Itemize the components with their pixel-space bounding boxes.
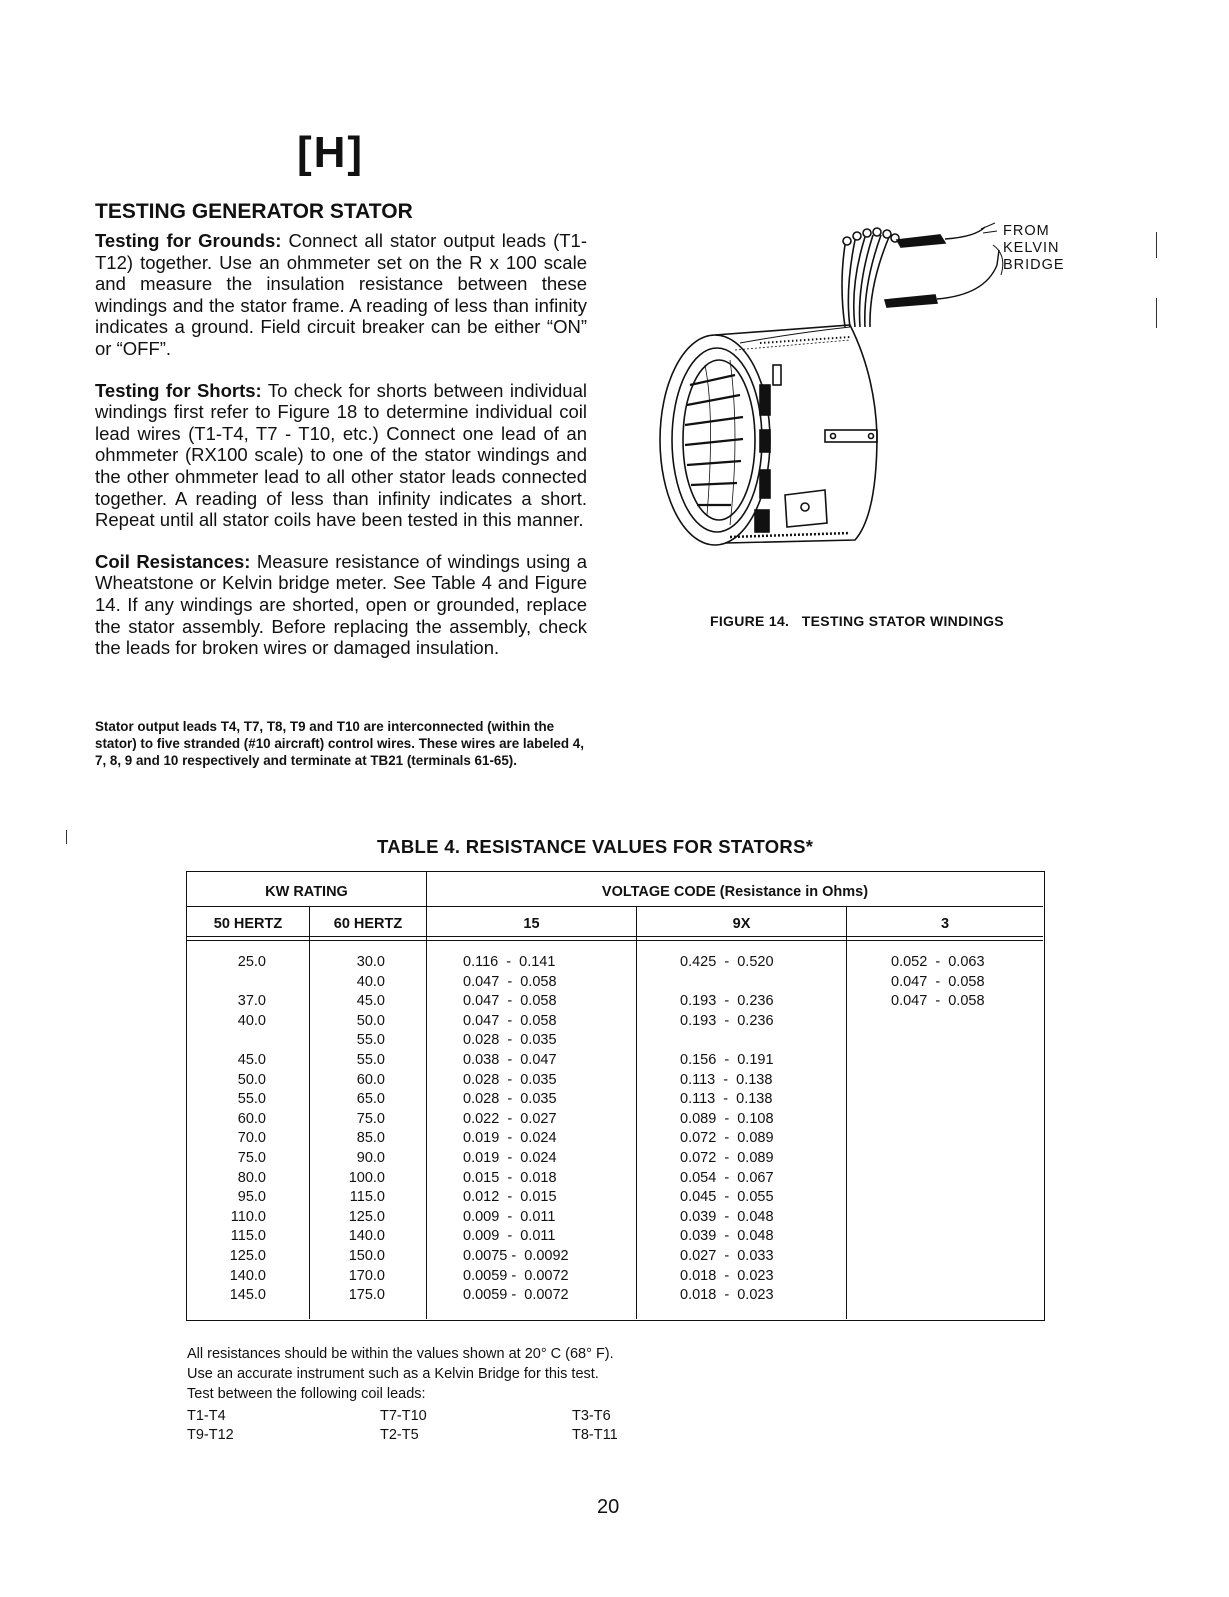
cell-code-15: 0.047 - 0.058 <box>463 973 557 990</box>
cell-code-15: 0.015 - 0.018 <box>463 1169 557 1186</box>
cell-60-hertz: 75.0 <box>356 1110 385 1127</box>
table-divider <box>187 936 1043 937</box>
paragraph-grounds <box>95 230 587 360</box>
header-50-hertz: 50 HERTZ <box>213 916 283 932</box>
cell-code-15: 0.0075 - 0.0092 <box>463 1247 569 1264</box>
cell-50-hertz: 75.0 <box>237 1149 266 1166</box>
cell-50-hertz: 37.0 <box>237 993 266 1010</box>
coil-lead-pair: T2-T5 <box>380 1427 419 1443</box>
cell-code-15: 0.047 - 0.058 <box>463 1012 557 1029</box>
cell-50-hertz: 80.0 <box>237 1169 266 1186</box>
cell-60-hertz: 140.0 <box>348 1228 385 1245</box>
cell-60-hertz: 175.0 <box>348 1287 385 1304</box>
coil-lead-pairs <box>187 1407 687 1445</box>
table-divider <box>187 940 1043 941</box>
cell-50-hertz: 125.0 <box>229 1247 266 1264</box>
cell-code-15: 0.028 - 0.035 <box>463 1091 557 1108</box>
header-code-15: 15 <box>523 916 540 932</box>
header-code-9x: 9X <box>732 916 751 932</box>
header-voltage-code: VOLTAGE CODE (Resistance in Ohms) <box>601 884 869 900</box>
cell-50-hertz: 140.0 <box>229 1267 266 1284</box>
paragraph-text: To check for shorts between individual windings first refer to Figure 18 to determine individual coil lead wires (T1-T4, T7 - T10, etc.) Connect one lead of an ohmmeter (RX100 scale) to one of the stator windings and the other ohmmeter lead to all other stator leads connected together. A reading of less than infinity indicates a short. Repeat until all stator coils have been tested in this manner. <box>95 379 587 531</box>
coil-lead-pair: T7-T10 <box>380 1408 427 1424</box>
stator-leads-note: Stator output leads T4, T7, T8, T9 and T10 are interconnected (within the stator) to five stranded (#10 aircraft) control wires. These wires are labeled 4, 7, 8, 9 and 10 respectively and terminate at TB21 (terminals 61-65). <box>95 719 584 768</box>
table-divider <box>636 906 637 1319</box>
cell-60-hertz: 100.0 <box>348 1169 385 1186</box>
table-footnotes <box>187 1344 747 1404</box>
column-code-3 <box>891 953 985 1012</box>
cell-code-9x: 0.018 - 0.023 <box>680 1267 774 1284</box>
cell-50-hertz: 55.0 <box>237 1091 266 1108</box>
cell-60-hertz: 55.0 <box>356 1051 385 1068</box>
cell-60-hertz: 40.0 <box>356 973 385 990</box>
coil-lead-pair: T9-T12 <box>187 1427 234 1443</box>
cell-code-9x: 0.045 - 0.055 <box>680 1189 774 1206</box>
footnote-line: Test between the following coil leads: <box>187 1386 426 1402</box>
cell-code-9x: 0.039 - 0.048 <box>680 1228 774 1245</box>
cell-50-hertz: 110.0 <box>230 1208 266 1225</box>
cell-code-15: 0.028 - 0.035 <box>463 1071 557 1088</box>
section-mark: [H] <box>297 128 365 177</box>
column-code-15 <box>463 953 569 1306</box>
table-divider <box>187 906 1043 907</box>
margin-mark <box>66 830 67 844</box>
cell-50-hertz: 115.0 <box>230 1228 266 1245</box>
cell-60-hertz: 45.0 <box>356 993 385 1010</box>
column-50-hertz <box>187 953 266 1306</box>
instructions-column <box>95 230 587 679</box>
cell-60-hertz: 115.0 <box>349 1189 385 1206</box>
cell-code-9x: 0.156 - 0.191 <box>680 1051 774 1068</box>
coil-lead-row <box>187 1426 687 1445</box>
cell-code-15: 0.022 - 0.027 <box>463 1110 557 1127</box>
cell-60-hertz: 55.0 <box>356 1032 385 1049</box>
cell-50-hertz <box>187 1031 266 1051</box>
cell-code-15: 0.116 - 0.141 <box>463 954 556 970</box>
header-kw-rating: KW RATING <box>265 884 348 900</box>
footnote-line: Use an accurate instrument such as a Kelvin Bridge for this test. <box>187 1366 599 1382</box>
cell-60-hertz: 85.0 <box>356 1130 385 1147</box>
coil-lead-row <box>187 1407 687 1426</box>
margin-mark <box>1156 298 1157 328</box>
cell-60-hertz: 125.0 <box>348 1208 385 1225</box>
figure-label-line: KELVIN <box>1003 240 1060 256</box>
cell-50-hertz <box>187 973 266 993</box>
page-heading: TESTING GENERATOR STATOR <box>95 200 413 223</box>
figure-label <box>1003 223 1065 274</box>
cell-code-9x: 0.054 - 0.067 <box>680 1169 774 1186</box>
cell-code-15: 0.009 - 0.011 <box>463 1228 556 1245</box>
cell-code-9x: 0.018 - 0.023 <box>680 1287 774 1304</box>
margin-mark <box>1156 232 1157 258</box>
cell-code-9x: 0.089 - 0.108 <box>680 1110 774 1127</box>
cell-code-15: 0.0059 - 0.0072 <box>463 1287 569 1304</box>
paragraph-shorts <box>95 380 587 531</box>
coil-lead-pair: T3-T6 <box>572 1408 611 1424</box>
cell-code-3: 0.047 - 0.058 <box>891 973 985 990</box>
cell-code-15: 0.012 - 0.015 <box>463 1189 557 1206</box>
page-number: 20 <box>597 1496 620 1518</box>
cell-code-9x: 0.425 - 0.520 <box>680 954 774 970</box>
paragraph-text: Measure resistance of windings using a Wheatstone or Kelvin bridge meter. See Table 4 and Figure 14. If any windings are shorted, open or grounded, replace the stator assembly. Before replacing the assembly, check the leads for broken wires or damaged insulation. <box>95 550 587 659</box>
cell-code-9x: 0.027 - 0.033 <box>680 1247 774 1264</box>
column-code-9x <box>680 953 774 1306</box>
cell-60-hertz: 30.0 <box>356 954 385 970</box>
cell-code-15: 0.038 - 0.047 <box>463 1051 557 1068</box>
figure-caption: FIGURE 14. TESTING STATOR WINDINGS <box>710 613 1004 629</box>
cell-50-hertz: 60.0 <box>237 1110 266 1127</box>
cell-50-hertz: 40.0 <box>237 1012 266 1029</box>
cell-code-9x: 0.113 - 0.138 <box>680 1091 773 1108</box>
cell-50-hertz: 95.0 <box>237 1189 266 1206</box>
paragraph-label: Coil Resistances: <box>95 550 251 572</box>
cell-50-hertz: 50.0 <box>237 1071 266 1088</box>
cell-60-hertz: 170.0 <box>348 1267 385 1284</box>
table-title: TABLE 4. RESISTANCE VALUES FOR STATORS* <box>377 836 814 857</box>
cell-60-hertz: 150.0 <box>348 1247 385 1264</box>
paragraph-text: Connect all stator output leads (T1-T12) together. Use an ohmmeter set on the R x 100 scale and measure the insulation resistance between these windings and the stator frame. A reading of less than infinity indicates a ground. Field circuit breaker can be either “ON” or “OFF”. <box>95 230 587 359</box>
cell-code-15: 0.009 - 0.011 <box>463 1208 556 1225</box>
cell-code-3: 0.052 - 0.063 <box>891 954 985 970</box>
cell-code-9x: 0.193 - 0.236 <box>680 993 774 1010</box>
cell-code-3: 0.047 - 0.058 <box>891 993 985 1010</box>
cell-50-hertz: 45.0 <box>237 1051 266 1068</box>
coil-lead-pair: T8-T11 <box>572 1427 618 1443</box>
figure-label-line: FROM <box>1003 223 1050 239</box>
cell-50-hertz: 25.0 <box>237 954 266 970</box>
cell-code-9x <box>680 973 774 993</box>
cell-50-hertz: 145.0 <box>229 1287 266 1304</box>
cell-code-9x: 0.072 - 0.089 <box>680 1149 774 1166</box>
cell-code-15: 0.019 - 0.024 <box>463 1130 557 1147</box>
table-divider <box>846 906 847 1319</box>
cell-code-15: 0.019 - 0.024 <box>463 1149 557 1166</box>
cell-code-9x <box>680 1031 774 1051</box>
footnote-line: All resistances should be within the values shown at 20° C (68° F). <box>187 1346 614 1362</box>
cell-60-hertz: 50.0 <box>356 1012 385 1029</box>
cell-code-15: 0.028 - 0.035 <box>463 1032 557 1049</box>
header-code-3: 3 <box>940 916 950 932</box>
paragraph-coil-resistances <box>95 551 587 659</box>
paragraph-label: Testing for Grounds: <box>95 230 282 251</box>
cell-code-9x: 0.072 - 0.089 <box>680 1130 774 1147</box>
cell-code-9x: 0.193 - 0.236 <box>680 1012 774 1029</box>
cell-60-hertz: 60.0 <box>356 1071 385 1088</box>
cell-50-hertz: 70.0 <box>237 1130 266 1147</box>
cell-60-hertz: 65.0 <box>356 1091 385 1108</box>
column-60-hertz <box>310 953 385 1306</box>
header-60-hertz: 60 HERTZ <box>333 916 403 932</box>
cell-code-15: 0.047 - 0.058 <box>463 993 557 1010</box>
cell-code-15: 0.0059 - 0.0072 <box>463 1267 569 1284</box>
cell-code-9x: 0.039 - 0.048 <box>680 1208 774 1225</box>
figure-label-line: BRIDGE <box>1003 257 1065 273</box>
cell-code-9x: 0.113 - 0.138 <box>680 1071 773 1088</box>
paragraph-label: Testing for Shorts: <box>95 379 262 401</box>
coil-lead-pair: T1-T4 <box>187 1408 226 1424</box>
cell-60-hertz: 90.0 <box>356 1149 385 1166</box>
